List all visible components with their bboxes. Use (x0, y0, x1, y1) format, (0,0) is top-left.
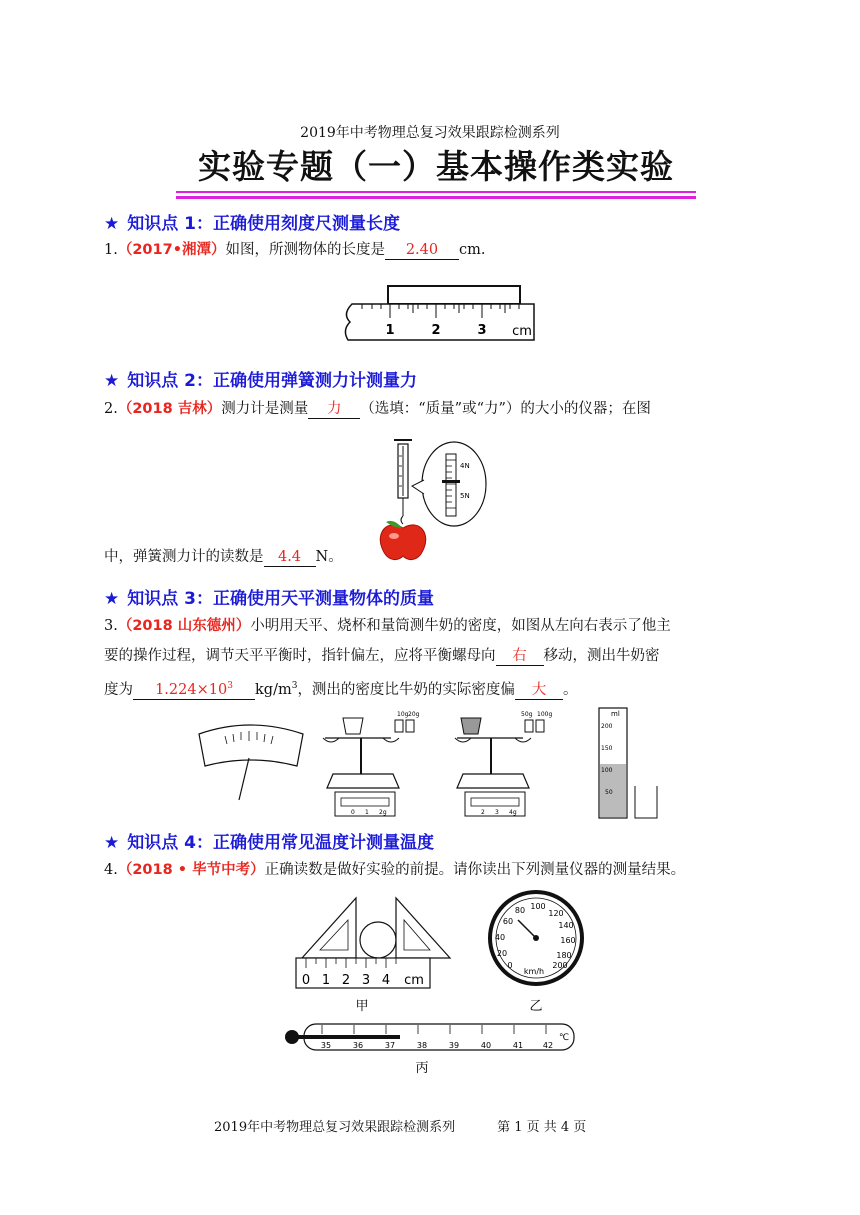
weight-label: 20g (408, 711, 420, 718)
answer-value: 右 (512, 648, 527, 664)
question-text: 要的操作过程，调节天平平衡时，指针偏左，应将平衡螺母向 (104, 648, 496, 664)
page-footer (214, 1116, 586, 1135)
balance-2 (455, 711, 552, 816)
section-2-heading-text: 知识点 2：正确使用弹簧测力计测量力 (127, 371, 417, 391)
ruler-tick-label: 2 (341, 973, 351, 988)
question-unit: cm. (458, 242, 486, 258)
speed-tick: 180 (556, 951, 572, 960)
spring-scale-figure (372, 436, 502, 566)
speed-tick: 160 (560, 936, 576, 945)
zoom-label: 5N (460, 492, 470, 500)
ruler-tick-label: 3 (361, 973, 371, 988)
measured-object (388, 286, 520, 304)
balance-figure (195, 704, 665, 822)
scale-label: 1 (365, 809, 369, 816)
answer-value: 1.224×10 (155, 681, 228, 698)
speed-tick: 40 (494, 933, 506, 942)
question-text: 。 (562, 681, 578, 698)
star-icon: ★ (104, 214, 120, 234)
zoom-label: 4N (460, 462, 470, 470)
footer-series: 2019年中考物理总复习效果跟踪检测系列 (214, 1120, 456, 1135)
ruler-with-set-squares (296, 898, 450, 1014)
speed-tick: 120 (548, 909, 564, 918)
star-icon: ★ (104, 833, 120, 853)
section-1-heading-text: 知识点 1：正确使用刻度尺测量长度 (127, 214, 400, 234)
question-source: （2018 吉林） (117, 401, 222, 417)
title-rule (176, 191, 696, 193)
speed-tick: 0 (507, 961, 513, 970)
ruler-tick-label: 4 (381, 973, 391, 988)
ruler-unit: cm (512, 324, 532, 339)
cylinder-tick: 50 (605, 789, 613, 796)
speed-tick: 80 (514, 906, 526, 915)
scale-label: 3 (495, 809, 499, 816)
question-3-line3 (104, 676, 577, 700)
question-number: 3. (104, 618, 118, 634)
answer-value: 4.4 (277, 549, 302, 565)
question-unit: N。 (315, 549, 343, 565)
temp-tick: 37 (384, 1041, 396, 1050)
question-text: 如图，所测物体的长度是 (225, 242, 385, 258)
cylinder-tick: 200 (601, 723, 613, 730)
question-3 (104, 616, 671, 636)
apple-icon (380, 521, 426, 560)
answer-blank (308, 400, 360, 419)
speed-unit: km/h (523, 967, 545, 976)
cylinder-unit: ml (611, 710, 620, 718)
temp-tick: 39 (448, 1041, 460, 1050)
question-number: 4. (104, 862, 118, 878)
question-2-line2 (104, 547, 343, 567)
series-header: 2019年中考物理总复习效果跟踪检测系列 (300, 125, 560, 141)
scale-label: 2g (379, 809, 387, 816)
weight-label: 100g (537, 711, 553, 718)
temp-tick: 40 (480, 1041, 492, 1050)
ruler-tick-label: 0 (301, 973, 311, 988)
temp-tick: 42 (542, 1041, 554, 1050)
question-4 (104, 860, 685, 880)
weight-label: 50g (521, 711, 533, 718)
section-3-heading-text: 知识点 3：正确使用天平测量物体的质量 (127, 589, 434, 609)
scale-label: 2 (481, 809, 485, 816)
question-2 (104, 399, 651, 419)
question-source: （2017•湘潭） (117, 242, 226, 258)
speed-tick: 100 (530, 902, 546, 911)
answer-value: 2.40 (405, 242, 439, 258)
weight-label: 10g (397, 711, 409, 718)
page-number: 第 1 页 共 4 页 (497, 1120, 587, 1135)
answer-value: 大 (531, 681, 547, 698)
question-source: （2018 • 毕节中考） (117, 862, 265, 878)
section-1-heading (104, 209, 400, 234)
caption-a: 甲 (355, 999, 369, 1014)
temp-tick: 35 (320, 1041, 332, 1050)
answer-value: 力 (327, 401, 342, 417)
title-rule-thick (176, 196, 696, 199)
star-icon: ★ (104, 589, 120, 609)
question-source: （2018 山东德州） (117, 618, 251, 634)
question-text: （选填：“质量”或“力”）的大小的仪器；在图 (360, 401, 651, 417)
question-text: 小明用天平、烧杯和量筒测牛奶的密度，如图从左向右表示了他主 (250, 618, 671, 634)
section-4-heading (104, 828, 434, 853)
temp-unit: ℃ (558, 1033, 570, 1043)
thermometer (285, 1024, 574, 1076)
temp-tick: 36 (352, 1041, 364, 1050)
balance-1 (323, 711, 420, 816)
question-text: 移动，测出牛奶密 (543, 648, 660, 664)
question-text: 测力计是测量 (221, 401, 309, 417)
temp-tick: 38 (416, 1041, 428, 1050)
speed-tick: 60 (502, 917, 514, 926)
question-number: 1. (104, 242, 118, 258)
ruler-label: 3 (477, 323, 487, 338)
answer-exponent: 3 (227, 681, 233, 691)
answer-blank (264, 548, 316, 567)
answer-blank (496, 647, 544, 666)
ruler-tick-label: 1 (321, 973, 331, 988)
star-icon: ★ (104, 371, 120, 391)
graduated-cylinder (599, 708, 657, 818)
unit-exponent: 3 (291, 681, 298, 691)
question-text: 正确读数是做好实验的前提。请你读出下列测量仪器的测量结果。 (264, 862, 686, 878)
speed-tick: 20 (496, 949, 508, 958)
question-number: 2. (104, 401, 118, 417)
caption-c: 丙 (415, 1061, 429, 1076)
speed-tick: 140 (558, 921, 574, 930)
balance-dial (199, 725, 303, 800)
answer-blank (133, 677, 255, 700)
answer-blank (385, 241, 459, 260)
page-title: 实验专题（一）基本操作类实验 (198, 147, 674, 186)
speedometer (490, 892, 582, 1014)
cylinder-tick: 100 (601, 767, 613, 774)
ruler-figure (338, 280, 538, 348)
question-text: 度为 (104, 681, 133, 698)
measured-ball (360, 922, 396, 958)
answer-blank (515, 681, 563, 700)
caption-b: 乙 (529, 999, 543, 1014)
ruler-unit: cm (404, 973, 424, 988)
question-text: 中，弹簧测力计的读数是 (104, 549, 264, 565)
measurement-figure (276, 888, 586, 1078)
question-unit: kg/m (255, 681, 292, 698)
section-4-heading-text: 知识点 4：正确使用常见温度计测量温度 (127, 833, 434, 853)
scale-label: 0 (351, 809, 355, 816)
question-1 (104, 240, 485, 260)
question-3-line2 (104, 646, 660, 666)
speed-tick: 200 (552, 961, 568, 970)
question-text: ，测出的密度比牛奶的实际密度偏 (297, 681, 515, 698)
cylinder-tick: 150 (601, 745, 613, 752)
temp-tick: 41 (512, 1041, 524, 1050)
scale-label: 4g (509, 809, 517, 816)
ruler-label: 1 (385, 323, 395, 338)
section-2-heading (104, 366, 417, 391)
ruler-label: 2 (431, 323, 441, 338)
section-3-heading (104, 584, 434, 609)
